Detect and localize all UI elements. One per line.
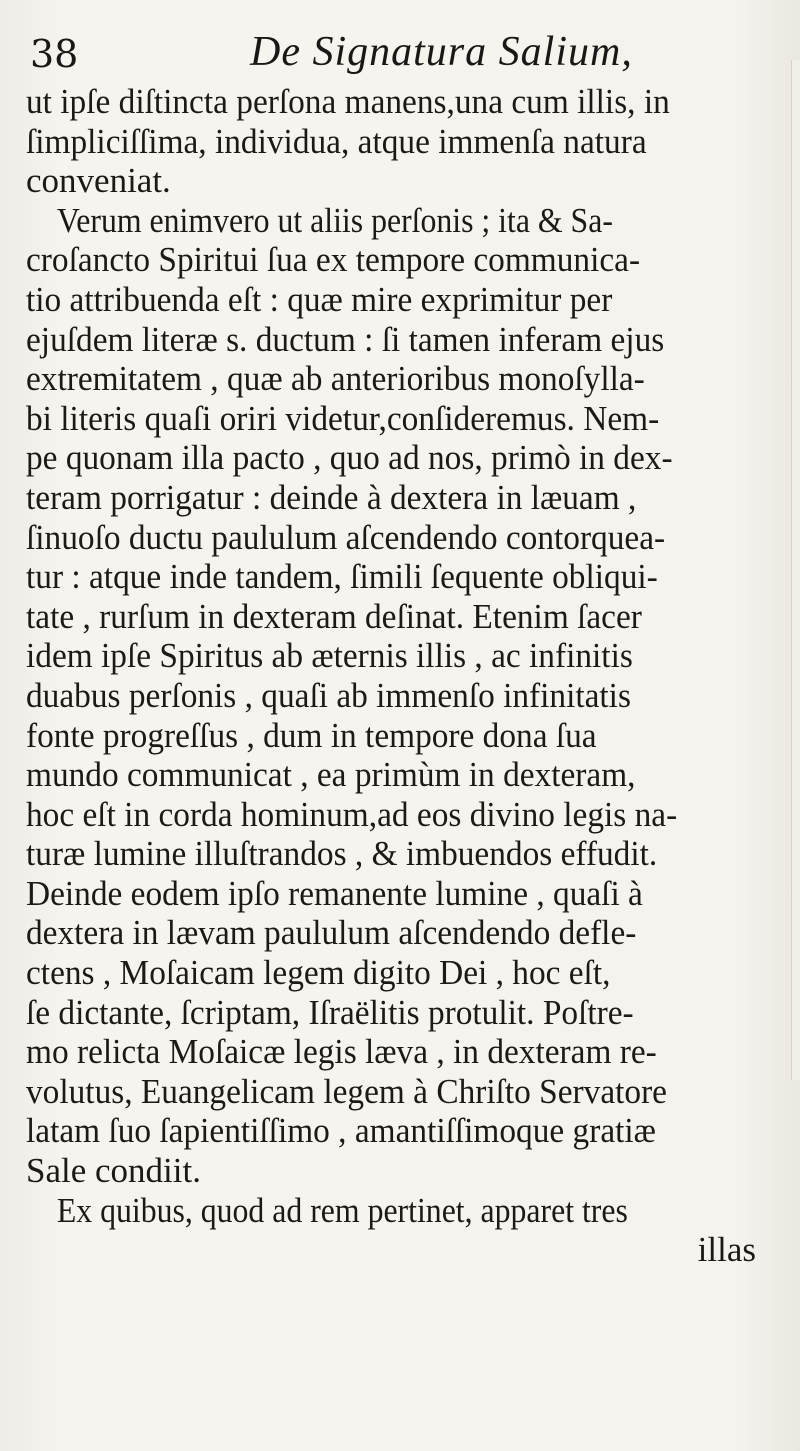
text-line: volutus, Euangelicam legem à Chriſto Servatore [26, 1071, 667, 1111]
text-line: Verum enimvero ut aliis perſonis ; ita & Sa- [56, 200, 613, 240]
text-line: bi literis quaſi oriri videtur,conſideremus. Nem- [26, 398, 660, 438]
text-line: hoc eſt in corda hominum,ad eos divino legis na- [26, 794, 678, 834]
catchword: illas [697, 1230, 756, 1270]
body-text [26, 82, 786, 1270]
text-line: tio attribuenda eſt : quæ mire exprimitur per [26, 279, 613, 319]
text-line: turæ lumine illuſtrandos , & imbuendos effudit. [26, 834, 658, 874]
text-line: ctens , Moſaicam legem digito Dei , hoc eſt, [26, 953, 611, 993]
page-number: 38 [30, 32, 79, 76]
text-line: croſancto Spiritui ſua ex tempore communica- [26, 240, 641, 280]
text-line: ſe dictante, ſcriptam, Iſraëlitis protulit. Poſtre- [26, 992, 634, 1032]
text-line: ut ipſe diſtincta perſona manens,una cum illis, in [26, 82, 670, 121]
text-line: latam ſuo ſapientiſſimo , amantiſſimoque gratiæ [26, 1111, 656, 1151]
text-line: dextera in lævam paululum aſcendendo defle- [26, 913, 637, 953]
text-line: mundo communicat , ea primùm in dexteram, [26, 755, 636, 795]
text-line: mo relicta Moſaicæ legis læva , in dexteram re- [26, 1032, 657, 1072]
page-edge [791, 60, 800, 1080]
text-line: Deinde eodem ipſo remanente lumine , quaſi à [26, 873, 643, 913]
text-line: tate , rurſum in dexteram deſinat. Etenim ſacer [26, 596, 642, 636]
text-line: teram porrigatur : deinde à dextera in læuam , [26, 477, 637, 517]
text-line: idem ipſe Spiritus ab æternis illis , ac infinitis [26, 636, 633, 676]
text-line: ejuſdem literæ s. ductum : ſi tamen inferam ejus [26, 319, 665, 359]
text-line: fonte progreſſus , dum in tempore dona ſua [26, 715, 597, 755]
running-head: De Signatura Salium, [250, 29, 633, 75]
text-line: tur : atque inde tandem, ſimili ſequente obliqui- [26, 557, 658, 597]
text-line: duabus perſonis , quaſi ab immenſo infinitatis [26, 675, 631, 715]
text-line: extremitatem , quæ ab anterioribus monoſylla- [26, 359, 645, 399]
text-line: Ex quibus, quod ad rem pertinet, apparet tres [56, 1190, 628, 1230]
text-line: pe quonam illa pacto , quo ad nos, primò in dex- [26, 438, 673, 478]
text-line: ſimpliciſſima, individua, atque immenſa natura [26, 121, 647, 161]
text-line: Sale condiit. [26, 1151, 201, 1191]
text-line: ſinuoſo ductu paululum aſcendendo contorquea- [26, 517, 666, 557]
page-header [30, 28, 770, 88]
text-line: conveniat. [26, 161, 171, 201]
